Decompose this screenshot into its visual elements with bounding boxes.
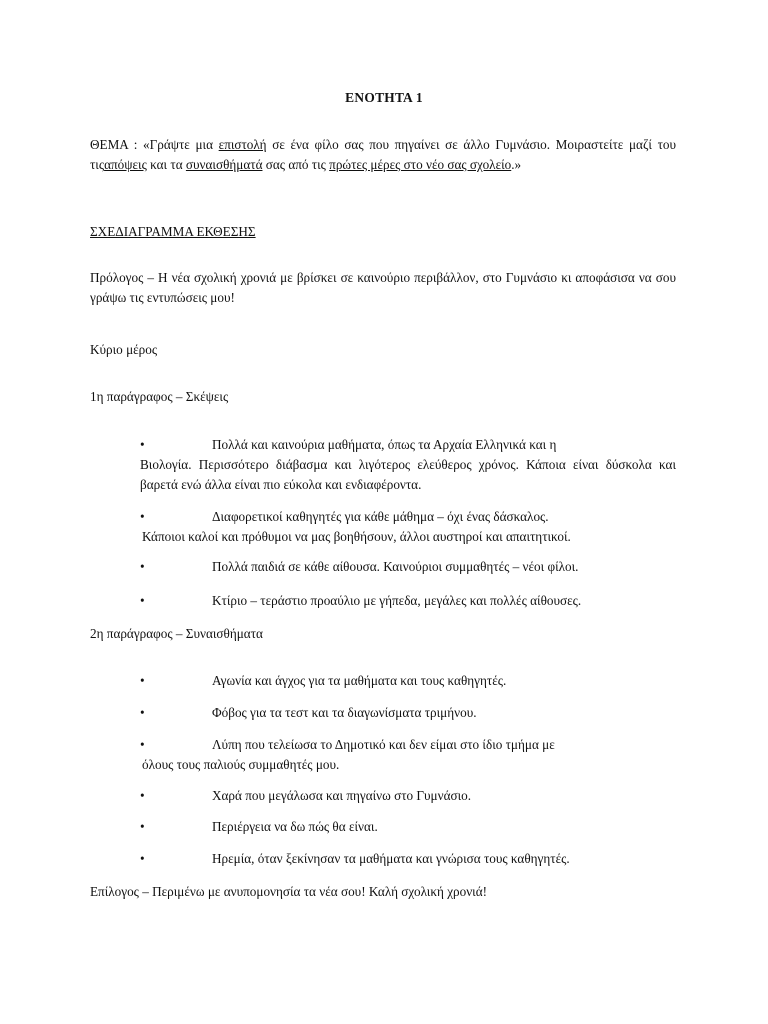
list-item <box>90 507 676 547</box>
bullet-text: Περιέργεια να δω πώς θα είναι. <box>212 819 378 834</box>
bullet-icon: • <box>140 819 145 834</box>
bullet-text: Φόβος για τα τεστ και τα διαγωνίσματα τριμήνου. <box>212 705 477 720</box>
main-body-label: Κύριο μέρος <box>90 342 158 357</box>
list-item <box>90 735 676 775</box>
theme-text-4: σας από τις <box>262 157 330 172</box>
list-item <box>90 671 676 691</box>
list-item <box>90 817 676 837</box>
bullet-text: Κτίριο – τεράστιο προαύλιο με γήπεδα, μεγάλες και πολλές αίθουσες. <box>212 593 582 608</box>
prologue-paragraph: Πρόλογος – Η νέα σχολική χρονιά με βρίσκει σε καινούριο περιβάλλον, στο Γυμνάσιο κι αποφάσισα να σου γράψω τις εντυπώσεις μου! <box>90 270 676 305</box>
list-item <box>90 786 676 806</box>
bullet-continuation: Βιολογία. Περισσότερο διάβασμα και λιγότερος ελεύθερος χρόνος. Κάποια είναι δύσκολα και βαρετά ενώ άλλα είναι πιο εύκολα και ενδιαφέροντα. <box>140 457 676 492</box>
bullet-icon: • <box>140 559 145 574</box>
bullet-icon: • <box>140 437 145 452</box>
bullet-text: Χαρά που μεγάλωσα και πηγαίνω στο Γυμνάσιο. <box>212 788 472 803</box>
bullet-text: Πολλά και καινούρια μαθήματα, όπως τα Αρχαία Ελληνικά και η <box>212 437 557 452</box>
list-item <box>90 591 676 611</box>
bullet-icon: • <box>140 593 145 608</box>
outline-heading: ΣΧΕΔΙΑΓΡΑΜΜΑ ΕΚΘΕΣΗΣ <box>90 224 256 239</box>
list-item <box>90 849 676 869</box>
bullet-icon: • <box>140 673 145 688</box>
bullet-icon: • <box>140 851 145 866</box>
bullet-icon: • <box>140 737 145 752</box>
theme-label: ΘΕΜΑ : «Γράψτε μια <box>90 137 214 152</box>
bullet-text: Πολλά παιδιά σε κάθε αίθουσα. Καινούριοι συμμαθητές – νέοι φίλοι. <box>212 559 579 574</box>
theme-word-letter: επιστολή <box>218 137 267 152</box>
theme-text-2: σε ένα φίλο σας που πηγαίνει σε άλλο Γυμνάσιο. Μοιραστείτε μαζί του τις <box>90 137 677 172</box>
paragraph1-heading: 1η παράγραφος – Σκέψεις <box>90 389 229 404</box>
theme-word-first-days: πρώτες μέρες στο νέο σας σχολείο <box>329 157 512 172</box>
list-item <box>90 435 676 495</box>
bullet-text: Λύπη που τελείωσα το Δημοτικό και δεν είμαι στο ίδιο τμήμα με <box>212 737 555 752</box>
bullet-icon: • <box>140 705 145 720</box>
bullet-text: Αγωνία και άγχος για τα μαθήματα και τους καθηγητές. <box>212 673 507 688</box>
bullet-icon: • <box>140 788 145 803</box>
bullet-text: Διαφορετικοί καθηγητές για κάθε μάθημα – όχι ένας δάσκαλος. <box>212 509 549 524</box>
theme-word-feelings: συναισθήματά <box>185 157 263 172</box>
document-title: ΕΝΟΤΗΤΑ 1 <box>345 90 423 105</box>
bullet-continuation: Κάποιοι καλοί και πρόθυμοι να μας βοηθήσουν, άλλοι αυστηροί και απαιτητικοί. <box>142 529 571 544</box>
paragraph2-heading: 2η παράγραφος – Συναισθήματα <box>90 626 263 641</box>
theme-text-3: και τα <box>146 157 186 172</box>
theme-paragraph <box>90 135 676 175</box>
theme-text-5: .» <box>511 157 522 172</box>
list-item <box>90 557 676 577</box>
list-item <box>90 703 676 723</box>
theme-word-views: απόψεις <box>104 157 147 172</box>
bullet-continuation: όλους τους παλιούς συμμαθητές μου. <box>142 757 340 772</box>
epilogue-paragraph: Επίλογος – Περιμένω με ανυπομονησία τα νέα σου! Καλή σχολική χρονιά! <box>90 884 488 899</box>
bullet-text: Ηρεμία, όταν ξεκίνησαν τα μαθήματα και γνώρισα τους καθηγητές. <box>212 851 570 866</box>
bullet-icon: • <box>140 509 145 524</box>
